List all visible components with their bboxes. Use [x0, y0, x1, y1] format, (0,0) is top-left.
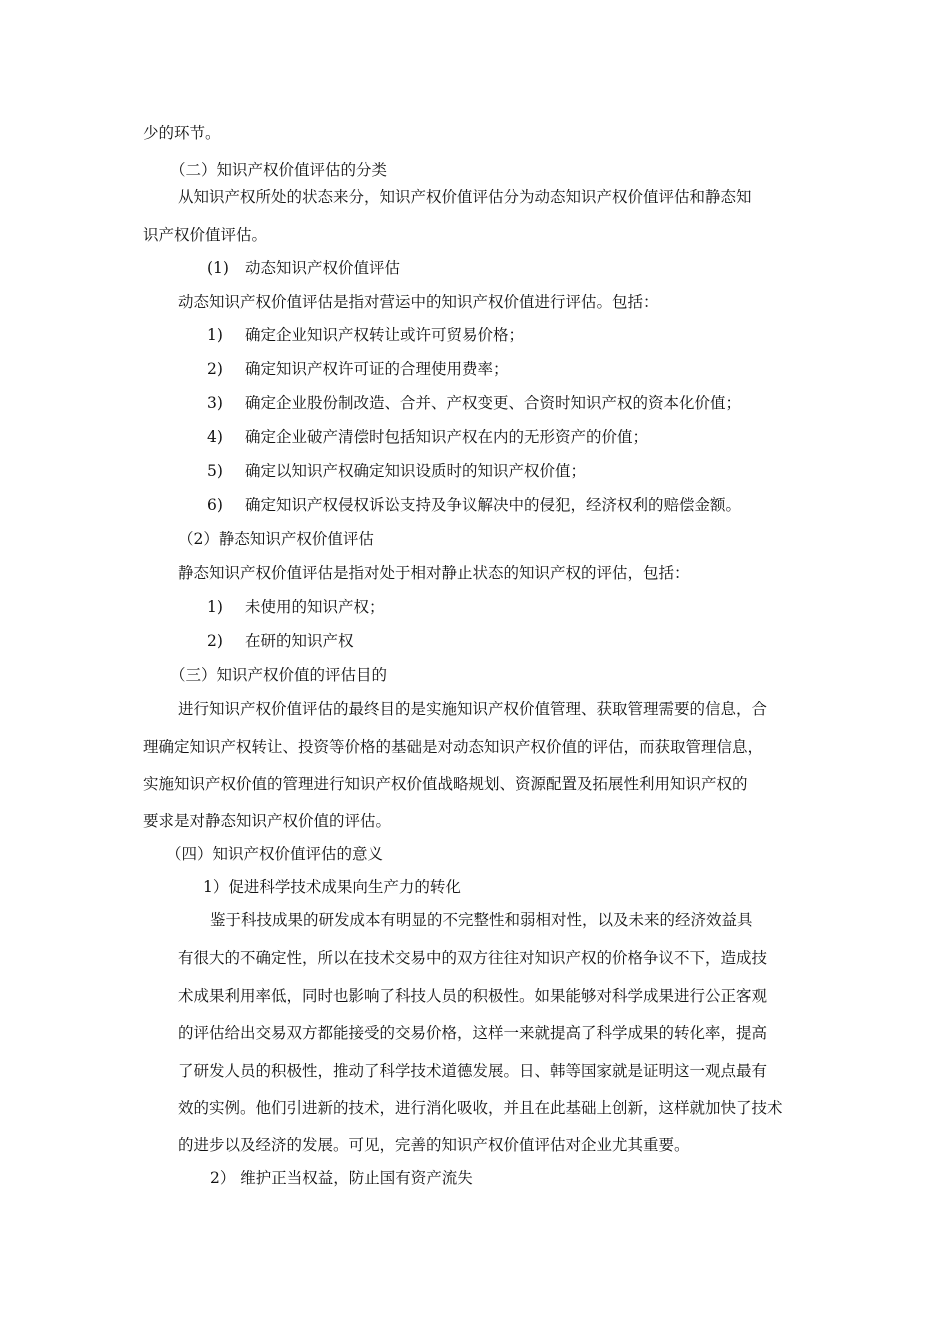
section-3-heading: （三）知识产权价值的评估目的 [170, 666, 388, 684]
section-3-line: 要求是对静态知识产权价值的评估。 [143, 812, 392, 830]
list-item-number: 2) [207, 632, 223, 650]
section-4-heading: （四）知识产权价值评估的意义 [166, 845, 384, 863]
section-3-line: 理确定知识产权转让、投资等价格的基础是对动态知识产权价值的评估，而获取管理信息， [143, 738, 764, 756]
dynamic-number: (1) [207, 259, 229, 277]
list-item-text: 确定企业股份制改造、合并、产权变更、合资时知识产权的资本化价值； [245, 394, 742, 412]
list-item-number: 3) [207, 394, 223, 412]
list-item-number: 5) [207, 462, 223, 480]
list-item-text: 未使用的知识产权； [245, 598, 385, 616]
list-item-text: 确定企业知识产权转让或许可贸易价格； [245, 326, 525, 344]
section-2-intro-line-1: 从知识产权所处的状态来分，知识产权价值评估分为动态知识产权价值评估和静态知 [178, 188, 752, 206]
list-item-number: 1) [207, 598, 223, 616]
list-item [207, 631, 354, 651]
section-4-paragraph-line: 了研发人员的积极性，推动了科学技术道德发展。日、韩等国家就是证明这一观点最有 [178, 1062, 768, 1080]
list-item-number: 4) [207, 428, 223, 446]
section-4-paragraph-line: 的进步以及经济的发展。可见，完善的知识产权价值评估对企业尤其重要。 [178, 1136, 690, 1154]
list-item-number: 6) [207, 496, 223, 514]
section-2-heading: （二）知识产权价值评估的分类 [170, 161, 388, 179]
list-item-text: 确定知识产权许可证的合理使用费率； [245, 360, 509, 378]
list-item-number: 1) [207, 326, 223, 344]
list-item-number: 2) [207, 360, 223, 378]
section-4-subheading-2: 2） 维护正当权益，防止国有资产流失 [210, 1169, 473, 1187]
list-item [207, 393, 741, 413]
dynamic-description: 动态知识产权价值评估是指对营运中的知识产权价值进行评估。包括： [178, 293, 659, 311]
section-4-paragraph-line: 鉴于科技成果的研发成本有明显的不完整性和弱相对性，以及未来的经济效益具 [210, 911, 753, 929]
section-3-line: 进行知识产权价值评估的最终目的是实施知识产权价值管理、获取管理需要的信息，合 [178, 700, 768, 718]
dynamic-subheading [207, 258, 400, 278]
section-4-paragraph-line: 有很大的不确定性，所以在技术交易中的双方往往对知识产权的价格争议不下，造成技 [178, 949, 768, 967]
continuation-line: 少的环节。 [143, 124, 221, 142]
list-item [207, 325, 524, 345]
list-item [207, 359, 509, 379]
list-item [207, 597, 385, 617]
section-4-subheading-1: 1）促进科学技术成果向生产力的转化 [203, 878, 461, 896]
dynamic-title: 动态知识产权价值评估 [245, 259, 401, 277]
list-item-text: 在研的知识产权 [245, 632, 354, 650]
list-item [207, 495, 741, 515]
section-4-paragraph-line: 效的实例。他们引进新的技术，进行消化吸收，并且在此基础上创新，这样就加快了技术 [178, 1099, 783, 1117]
section-3-line: 实施知识产权价值的管理进行知识产权价值战略规划、资源配置及拓展性利用知识产权的 [143, 775, 748, 793]
list-item [207, 427, 648, 447]
section-4-paragraph-line: 术成果利用率低，同时也影响了科技人员的积极性。如果能够对科学成果进行公正客观 [178, 987, 768, 1005]
section-4-paragraph-line: 的评估给出交易双方都能接受的交易价格，这样一来就提高了科学成果的转化率，提高 [178, 1024, 768, 1042]
list-item [207, 461, 586, 481]
list-item-text: 确定知识产权侵权诉讼支持及争议解决中的侵犯，经济权利的赔偿金额。 [245, 496, 742, 514]
static-description: 静态知识产权价值评估是指对处于相对静止状态的知识产权的评估，包括： [178, 564, 690, 582]
list-item-text: 确定企业破产清偿时包括知识产权在内的无形资产的价值； [245, 428, 649, 446]
list-item-text: 确定以知识产权确定知识设质时的知识产权价值； [245, 462, 587, 480]
static-subheading: （2）静态知识产权价值评估 [178, 530, 374, 548]
section-2-intro-line-2: 识产权价值评估。 [143, 226, 268, 244]
